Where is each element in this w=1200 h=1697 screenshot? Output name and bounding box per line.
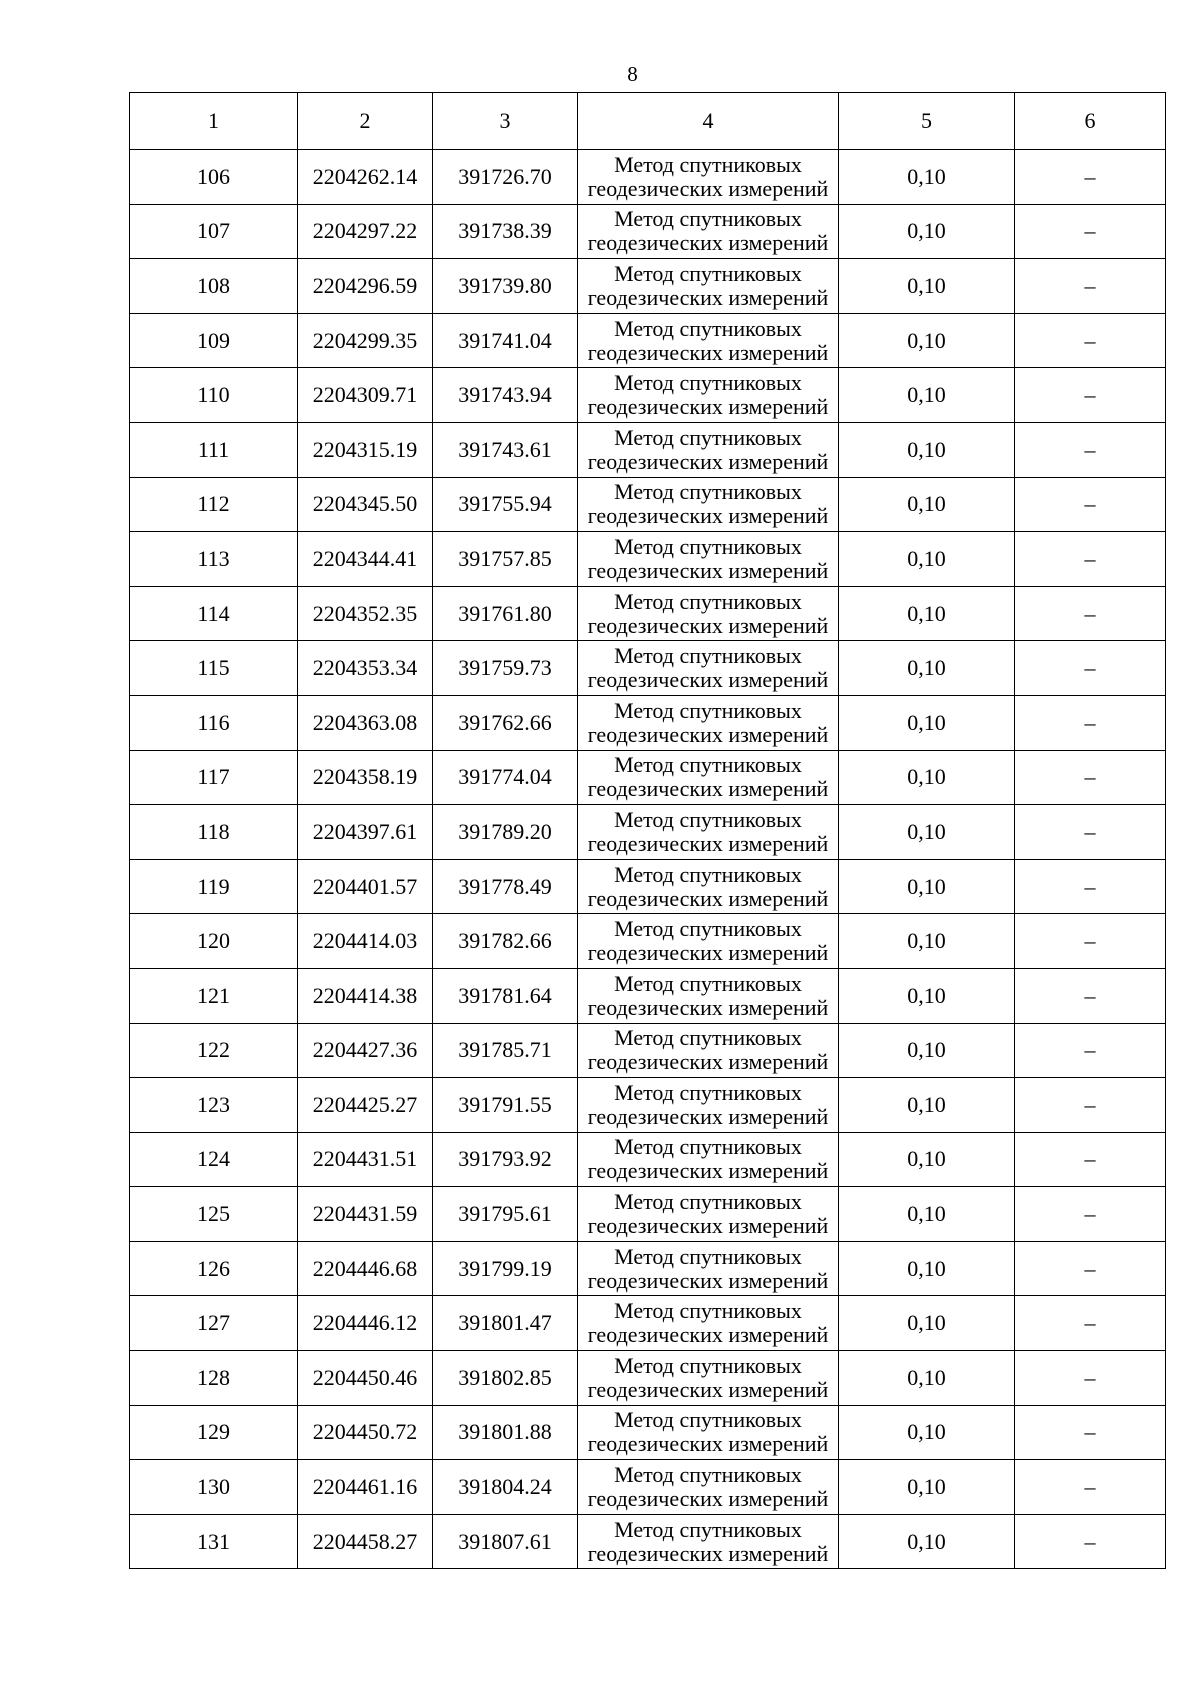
accuracy-cell: 0,10	[839, 750, 1015, 805]
point-number-cell: 109	[130, 313, 298, 368]
x-coordinate-cell: 2204461.16	[298, 1460, 433, 1515]
table-row	[130, 313, 1166, 368]
y-coordinate-cell: 391743.61	[433, 422, 578, 477]
method-cell	[578, 750, 839, 805]
table-row	[130, 586, 1166, 641]
y-coordinate-cell: 391726.70	[433, 150, 578, 205]
page-number: 8	[627, 62, 638, 86]
header-col-4: 4	[578, 93, 839, 150]
method-line-2: геодезических измерений	[587, 721, 829, 747]
note-cell: –	[1015, 805, 1166, 860]
note-cell: –	[1015, 750, 1166, 805]
accuracy-cell: 0,10	[839, 532, 1015, 587]
x-coordinate-cell: 2204262.14	[298, 150, 433, 205]
note-cell: –	[1015, 1514, 1166, 1569]
method-line-2: геодезических измерений	[587, 1431, 829, 1457]
method-line-1: Метод спутниковых	[614, 588, 802, 614]
point-number-cell: 106	[130, 150, 298, 205]
note-cell: –	[1015, 259, 1166, 314]
note-cell: –	[1015, 968, 1166, 1023]
note-cell: –	[1015, 368, 1166, 423]
method-line-1: Метод спутниковых	[614, 1298, 802, 1324]
table-body	[130, 150, 1166, 1569]
y-coordinate-cell: 391782.66	[433, 914, 578, 969]
method-line-2: геодезических измерений	[587, 557, 829, 583]
point-number-cell: 127	[130, 1296, 298, 1351]
header-col-5: 5	[839, 93, 1015, 150]
method-line-2: геодезических измерений	[587, 1213, 829, 1239]
method-line-2: геодезических измерений	[587, 448, 829, 474]
accuracy-cell: 0,10	[839, 914, 1015, 969]
method-line-1: Метод спутниковых	[614, 970, 802, 996]
x-coordinate-cell: 2204358.19	[298, 750, 433, 805]
y-coordinate-cell: 391785.71	[433, 1023, 578, 1078]
method-cell	[578, 477, 839, 532]
note-cell: –	[1015, 204, 1166, 259]
method-cell	[578, 1405, 839, 1460]
method-cell	[578, 313, 839, 368]
table-row	[130, 368, 1166, 423]
note-cell: –	[1015, 641, 1166, 696]
method-line-1: Метод спутниковых	[614, 643, 802, 669]
y-coordinate-cell: 391807.61	[433, 1514, 578, 1569]
method-line-1: Метод спутниковых	[614, 260, 802, 286]
table-row	[130, 968, 1166, 1023]
method-line-1: Метод спутниковых	[614, 916, 802, 942]
accuracy-cell: 0,10	[839, 1187, 1015, 1242]
y-coordinate-cell: 391804.24	[433, 1460, 578, 1515]
table-row	[130, 1351, 1166, 1406]
x-coordinate-cell: 2204401.57	[298, 859, 433, 914]
table-row	[130, 422, 1166, 477]
table-row	[130, 532, 1166, 587]
note-cell: –	[1015, 1241, 1166, 1296]
table-row	[130, 1132, 1166, 1187]
method-line-1: Метод спутниковых	[614, 1462, 802, 1488]
point-number-cell: 129	[130, 1405, 298, 1460]
method-line-2: геодезических измерений	[587, 1158, 829, 1184]
point-number-cell: 119	[130, 859, 298, 914]
note-cell: –	[1015, 586, 1166, 641]
y-coordinate-cell: 391793.92	[433, 1132, 578, 1187]
accuracy-cell: 0,10	[839, 1405, 1015, 1460]
note-cell: –	[1015, 1023, 1166, 1078]
accuracy-cell: 0,10	[839, 1351, 1015, 1406]
method-cell	[578, 150, 839, 205]
method-cell	[578, 204, 839, 259]
note-cell: –	[1015, 914, 1166, 969]
method-line-2: геодезических измерений	[587, 1376, 829, 1402]
x-coordinate-cell: 2204446.68	[298, 1241, 433, 1296]
method-cell	[578, 532, 839, 587]
method-line-2: геодезических измерений	[587, 1103, 829, 1129]
y-coordinate-cell: 391799.19	[433, 1241, 578, 1296]
x-coordinate-cell: 2204427.36	[298, 1023, 433, 1078]
method-line-1: Метод спутниковых	[614, 1134, 802, 1160]
table-row	[130, 259, 1166, 314]
note-cell: –	[1015, 859, 1166, 914]
note-cell: –	[1015, 150, 1166, 205]
table-header	[130, 93, 1166, 150]
accuracy-cell: 0,10	[839, 368, 1015, 423]
x-coordinate-cell: 2204297.22	[298, 204, 433, 259]
point-number-cell: 112	[130, 477, 298, 532]
method-line-1: Метод спутниковых	[614, 1407, 802, 1433]
x-coordinate-cell: 2204296.59	[298, 259, 433, 314]
header-col-3: 3	[433, 93, 578, 150]
note-cell: –	[1015, 532, 1166, 587]
accuracy-cell: 0,10	[839, 641, 1015, 696]
y-coordinate-cell: 391761.80	[433, 586, 578, 641]
method-line-1: Метод спутниковых	[614, 861, 802, 887]
y-coordinate-cell: 391738.39	[433, 204, 578, 259]
accuracy-cell: 0,10	[839, 968, 1015, 1023]
method-cell	[578, 586, 839, 641]
method-line-2: геодезических измерений	[587, 1049, 829, 1075]
y-coordinate-cell: 391789.20	[433, 805, 578, 860]
method-line-2: геодезических измерений	[587, 230, 829, 256]
table-row	[130, 914, 1166, 969]
y-coordinate-cell: 391781.64	[433, 968, 578, 1023]
header-col-6: 6	[1015, 93, 1166, 150]
accuracy-cell: 0,10	[839, 1296, 1015, 1351]
x-coordinate-cell: 2204450.46	[298, 1351, 433, 1406]
method-cell	[578, 859, 839, 914]
x-coordinate-cell: 2204397.61	[298, 805, 433, 860]
method-cell	[578, 1132, 839, 1187]
y-coordinate-cell: 391757.85	[433, 532, 578, 587]
y-coordinate-cell: 391802.85	[433, 1351, 578, 1406]
table-row	[130, 1023, 1166, 1078]
accuracy-cell: 0,10	[839, 204, 1015, 259]
method-cell	[578, 914, 839, 969]
point-number-cell: 126	[130, 1241, 298, 1296]
method-line-1: Метод спутниковых	[614, 424, 802, 450]
method-line-1: Метод спутниковых	[614, 752, 802, 778]
note-cell: –	[1015, 313, 1166, 368]
table-row	[130, 1241, 1166, 1296]
accuracy-cell: 0,10	[839, 1078, 1015, 1133]
point-number-cell: 111	[130, 422, 298, 477]
point-number-cell: 114	[130, 586, 298, 641]
method-line-1: Метод спутниковых	[614, 1516, 802, 1542]
note-cell: –	[1015, 1405, 1166, 1460]
method-line-1: Метод спутниковых	[614, 151, 802, 177]
x-coordinate-cell: 2204353.34	[298, 641, 433, 696]
header-col-1: 1	[130, 93, 298, 150]
table-row	[130, 641, 1166, 696]
method-cell	[578, 259, 839, 314]
method-cell	[578, 1460, 839, 1515]
table-row	[130, 1405, 1166, 1460]
method-cell	[578, 641, 839, 696]
y-coordinate-cell: 391762.66	[433, 695, 578, 750]
method-line-2: геодезических измерений	[587, 612, 829, 638]
accuracy-cell: 0,10	[839, 859, 1015, 914]
method-line-1: Метод спутниковых	[614, 1189, 802, 1215]
method-line-1: Метод спутниковых	[614, 206, 802, 232]
y-coordinate-cell: 391759.73	[433, 641, 578, 696]
point-number-cell: 130	[130, 1460, 298, 1515]
method-cell	[578, 805, 839, 860]
method-line-2: геодезических измерений	[587, 1486, 829, 1512]
point-number-cell: 107	[130, 204, 298, 259]
x-coordinate-cell: 2204446.12	[298, 1296, 433, 1351]
table-row	[130, 1078, 1166, 1133]
x-coordinate-cell: 2204315.19	[298, 422, 433, 477]
table-row	[130, 805, 1166, 860]
note-cell: –	[1015, 1078, 1166, 1133]
point-number-cell: 116	[130, 695, 298, 750]
table-row	[130, 150, 1166, 205]
method-line-1: Метод спутниковых	[614, 806, 802, 832]
x-coordinate-cell: 2204431.51	[298, 1132, 433, 1187]
method-cell	[578, 1078, 839, 1133]
table-row	[130, 1460, 1166, 1515]
table-row	[130, 477, 1166, 532]
point-number-cell: 128	[130, 1351, 298, 1406]
x-coordinate-cell: 2204344.41	[298, 532, 433, 587]
method-line-1: Метод спутниковых	[614, 1025, 802, 1051]
method-line-1: Метод спутниковых	[614, 370, 802, 396]
method-line-2: геодезических измерений	[587, 667, 829, 693]
method-line-1: Метод спутниковых	[614, 1352, 802, 1378]
y-coordinate-cell: 391741.04	[433, 313, 578, 368]
point-number-cell: 125	[130, 1187, 298, 1242]
x-coordinate-cell: 2204299.35	[298, 313, 433, 368]
x-coordinate-cell: 2204352.35	[298, 586, 433, 641]
method-line-2: геодезических измерений	[587, 503, 829, 529]
method-cell	[578, 1023, 839, 1078]
note-cell: –	[1015, 1187, 1166, 1242]
table-row	[130, 204, 1166, 259]
method-cell	[578, 1514, 839, 1569]
method-line-2: геодезических измерений	[587, 830, 829, 856]
x-coordinate-cell: 2204425.27	[298, 1078, 433, 1133]
method-line-1: Метод спутниковых	[614, 479, 802, 505]
method-cell	[578, 1296, 839, 1351]
accuracy-cell: 0,10	[839, 586, 1015, 641]
accuracy-cell: 0,10	[839, 422, 1015, 477]
point-number-cell: 113	[130, 532, 298, 587]
accuracy-cell: 0,10	[839, 1132, 1015, 1187]
point-number-cell: 117	[130, 750, 298, 805]
accuracy-cell: 0,10	[839, 695, 1015, 750]
point-number-cell: 131	[130, 1514, 298, 1569]
y-coordinate-cell: 391795.61	[433, 1187, 578, 1242]
y-coordinate-cell: 391755.94	[433, 477, 578, 532]
x-coordinate-cell: 2204345.50	[298, 477, 433, 532]
accuracy-cell: 0,10	[839, 150, 1015, 205]
accuracy-cell: 0,10	[839, 313, 1015, 368]
method-line-2: геодезических измерений	[587, 394, 829, 420]
accuracy-cell: 0,10	[839, 477, 1015, 532]
header-col-2: 2	[298, 93, 433, 150]
method-line-2: геодезических измерений	[587, 1540, 829, 1566]
table-row	[130, 750, 1166, 805]
note-cell: –	[1015, 1132, 1166, 1187]
table-row	[130, 1187, 1166, 1242]
point-number-cell: 124	[130, 1132, 298, 1187]
point-number-cell: 121	[130, 968, 298, 1023]
point-number-cell: 108	[130, 259, 298, 314]
y-coordinate-cell: 391743.94	[433, 368, 578, 423]
note-cell: –	[1015, 695, 1166, 750]
y-coordinate-cell: 391801.88	[433, 1405, 578, 1460]
method-line-1: Метод спутниковых	[614, 1079, 802, 1105]
header-row	[130, 93, 1166, 150]
accuracy-cell: 0,10	[839, 805, 1015, 860]
table-row	[130, 859, 1166, 914]
point-number-cell: 115	[130, 641, 298, 696]
method-line-1: Метод спутниковых	[614, 533, 802, 559]
y-coordinate-cell: 391739.80	[433, 259, 578, 314]
coordinates-table	[129, 92, 1166, 1569]
method-cell	[578, 368, 839, 423]
note-cell: –	[1015, 477, 1166, 532]
point-number-cell: 123	[130, 1078, 298, 1133]
x-coordinate-cell: 2204458.27	[298, 1514, 433, 1569]
method-line-1: Метод спутниковых	[614, 315, 802, 341]
table-row	[130, 695, 1166, 750]
point-number-cell: 118	[130, 805, 298, 860]
accuracy-cell: 0,10	[839, 1514, 1015, 1569]
method-line-2: геодезических измерений	[587, 885, 829, 911]
note-cell: –	[1015, 1296, 1166, 1351]
x-coordinate-cell: 2204431.59	[298, 1187, 433, 1242]
method-cell	[578, 1187, 839, 1242]
accuracy-cell: 0,10	[839, 1241, 1015, 1296]
method-line-2: геодезических измерений	[587, 284, 829, 310]
y-coordinate-cell: 391778.49	[433, 859, 578, 914]
table-row	[130, 1514, 1166, 1569]
x-coordinate-cell: 2204363.08	[298, 695, 433, 750]
method-cell	[578, 695, 839, 750]
method-line-2: геодезических измерений	[587, 1322, 829, 1348]
note-cell: –	[1015, 422, 1166, 477]
method-line-1: Метод спутниковых	[614, 697, 802, 723]
method-line-2: геодезических измерений	[587, 940, 829, 966]
accuracy-cell: 0,10	[839, 1023, 1015, 1078]
point-number-cell: 110	[130, 368, 298, 423]
method-cell	[578, 1241, 839, 1296]
note-cell: –	[1015, 1351, 1166, 1406]
x-coordinate-cell: 2204414.38	[298, 968, 433, 1023]
note-cell: –	[1015, 1460, 1166, 1515]
method-cell	[578, 968, 839, 1023]
point-number-cell: 122	[130, 1023, 298, 1078]
x-coordinate-cell: 2204309.71	[298, 368, 433, 423]
y-coordinate-cell: 391791.55	[433, 1078, 578, 1133]
method-line-2: геодезических измерений	[587, 339, 829, 365]
x-coordinate-cell: 2204450.72	[298, 1405, 433, 1460]
method-line-2: геодезических измерений	[587, 994, 829, 1020]
method-line-2: геодезических измерений	[587, 1267, 829, 1293]
accuracy-cell: 0,10	[839, 259, 1015, 314]
method-cell	[578, 422, 839, 477]
point-number-cell: 120	[130, 914, 298, 969]
x-coordinate-cell: 2204414.03	[298, 914, 433, 969]
method-cell	[578, 1351, 839, 1406]
table-row	[130, 1296, 1166, 1351]
y-coordinate-cell: 391774.04	[433, 750, 578, 805]
y-coordinate-cell: 391801.47	[433, 1296, 578, 1351]
method-line-2: геодезических измерений	[587, 175, 829, 201]
accuracy-cell: 0,10	[839, 1460, 1015, 1515]
method-line-2: геодезических измерений	[587, 776, 829, 802]
method-line-1: Метод спутниковых	[614, 1243, 802, 1269]
